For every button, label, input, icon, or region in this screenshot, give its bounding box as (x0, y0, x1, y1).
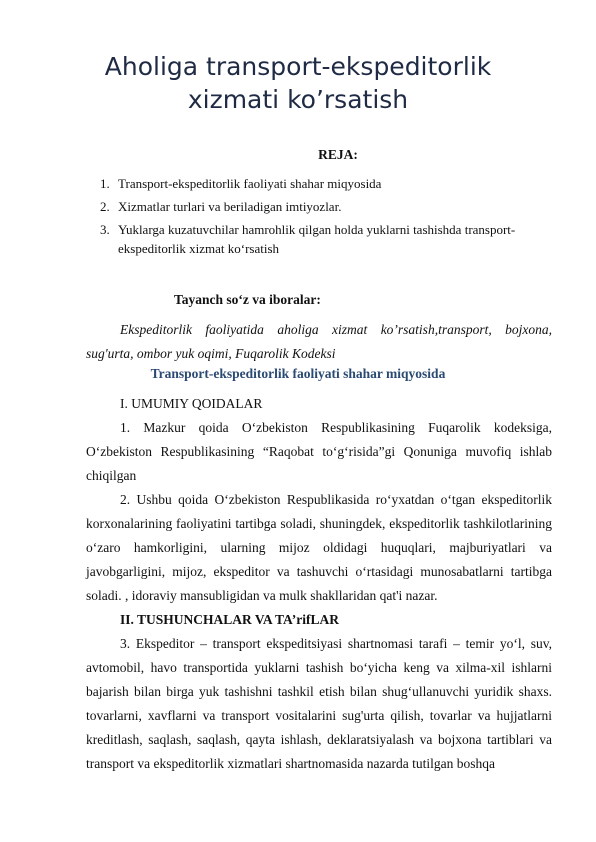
paragraph: 3. Ekspeditor – transport ekspeditsiyasi shartnomasi tarafi – temir yo‘l, suv, avtomobil, havo transportida yuklarni tashish bo‘yicha keng va xilma-xil ishlarni bajarish bilan birga yuk tashishni tashkil etish bilan shug‘ullanuvchi yuridik shaxs. tovarlarni, xavflarni va transport vositalarini sug'urta qilish, tovarlar va hujjatlarni kreditlash, saqlash, saqlash, qayta ishlash, deklaratsiyalash va bojxona tartiblari va transport va ekspeditorlik xizmatlari shartnomasida nazarda tutilgan boshqa (86, 636, 552, 771)
plan-item-text: Yuklarga kuzatuvchilar hamrohlik qilgan holda yuklarni tashishda transport-ekspeditorlik xizmat ko‘rsatish (118, 222, 516, 256)
document-title: Aholiga transport-ekspeditorlik xizmati ko’rsatish (104, 52, 492, 114)
plan-item (100, 174, 550, 193)
keywords-heading: Tayanch so‘z va iboralar: (174, 292, 321, 307)
paragraph: 1. Mazkur qoida O‘zbekiston Respublikasining Fuqarolik kodeksiga, O‘zbekiston Respublikasining “Raqobat to‘g‘risida”gi Qonuniga muvofiq ishlab chiqilgan (86, 420, 552, 483)
section-heading: I. UMUMIY QOIDALAR (120, 396, 263, 411)
paragraph: 2. Ushbu qoida O‘zbekiston Respublikasida ro‘yxatdan o‘tgan ekspeditorlik korxonalarining faoliyatini tartibga soladi, shuningdek, ekspeditorlik tashkilotlarining o‘zaro hamkorligini, ularning mijoz oldidagi huquqlari, majburiyatlari va javobgarligini, mijoz, ekspeditor va tashuvchi o‘rtasidagi munosabatlarni tartibga soladi. , idoraviy mansubligidan va mulk shakllaridan qat'i nazar. (86, 492, 552, 603)
plan-list (100, 174, 550, 262)
section-heading: II. TUSHUNCHALAR VA TA’rifLAR (120, 612, 340, 627)
plan-heading: REJA: (318, 147, 358, 162)
plan-item-number: 2. (100, 199, 110, 214)
plan-item (100, 197, 550, 216)
plan-item-text: Transport-ekspeditorlik faoliyati shahar miqyosida (118, 176, 382, 191)
plan-item-text: Xizmatlar turlari va beriladigan imtiyozlar. (118, 199, 342, 214)
section-subtitle: Transport-ekspeditorlik faoliyati shahar miqyosida (150, 366, 446, 381)
plan-item-number: 1. (100, 176, 110, 191)
plan-item-number: 3. (100, 222, 110, 237)
keywords-text: Ekspeditorlik faoliyatida aholiga xizmat ko’rsatish,transport, bojxona, sug'urta, ombor yuk oqimi, Fuqarolik Kodeksi (86, 322, 552, 361)
plan-item (100, 220, 550, 258)
document-body (86, 392, 552, 776)
